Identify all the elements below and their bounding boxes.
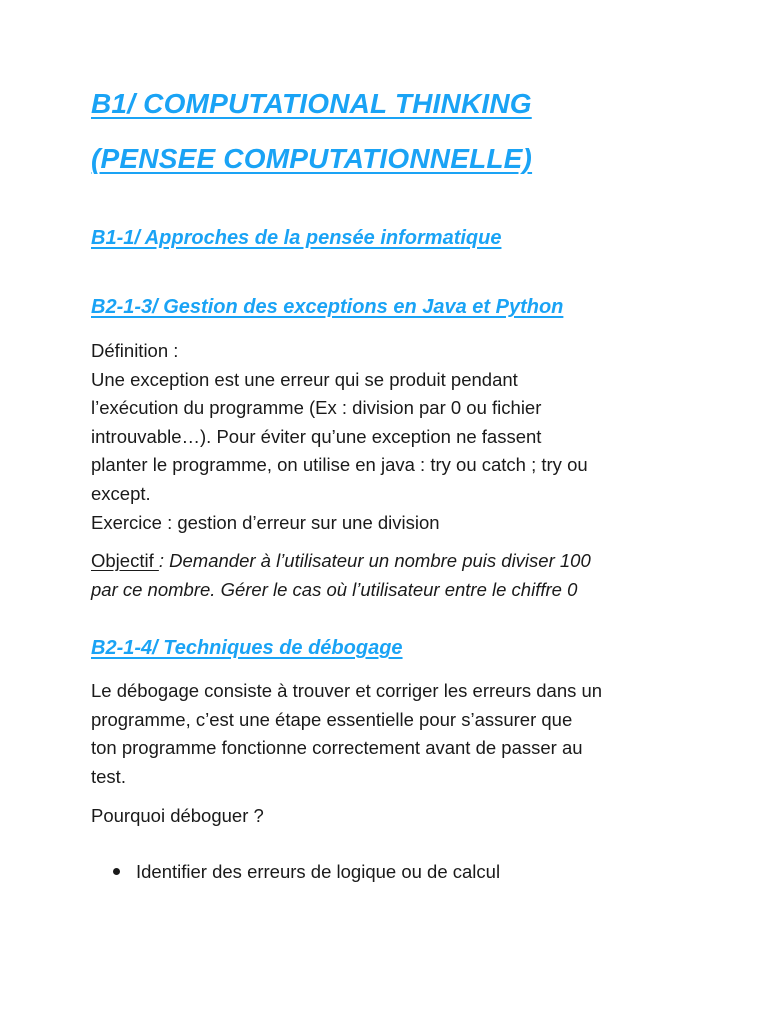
section-b2-1-4-heading: B2-1-4/ Techniques de débogage: [91, 637, 403, 659]
objective-label: Objectif: [91, 550, 159, 571]
bullet-icon: [113, 868, 120, 875]
objective-text-1: Demander à l’utilisateur un nombre puis diviser 100: [164, 550, 591, 571]
objective-colon: :: [158, 550, 164, 571]
paragraph-line: l’exécution du programme (Ex : division par 0 ou fichier: [91, 397, 542, 419]
document-title-line2: (PENSEE COMPUTATIONNELLE): [91, 143, 533, 174]
paragraph-line: programme, c’est une étape essentielle pour s’assurer que: [91, 708, 573, 730]
exceptions-paragraph: [91, 337, 691, 537]
debugging-paragraph: [91, 677, 691, 791]
debugging-question: [91, 802, 691, 831]
section-b2-1-3-heading: B2-1-3/ Gestion des exceptions en Java et Python: [91, 296, 564, 318]
paragraph-line: Une exception est une erreur qui se produit pendant: [91, 368, 518, 390]
paragraph-line: introuvable…). Pour éviter qu’une exception ne fassent: [91, 425, 542, 447]
document-title-line1: B1/ COMPUTATIONAL THINKING: [91, 88, 532, 119]
question-text: Pourquoi déboguer ?: [91, 805, 264, 826]
list-item-text: Identifier des erreurs de logique ou de calcul: [136, 861, 501, 882]
paragraph-line: Le débogage consiste à trouver et corriger les erreurs dans un: [91, 680, 603, 701]
objective-text-2: par ce nombre. Gérer le cas où l’utilisateur entre le chiffre 0: [91, 578, 578, 600]
objective-line-1: [91, 547, 691, 576]
paragraph-line: planter le programme, on utilise en java : try ou catch ; try ou: [91, 454, 588, 476]
paragraph-line: ton programme fonctionne correctement avant de passer au: [91, 737, 583, 759]
paragraph-line: Définition :: [91, 340, 179, 361]
objective-line-2: [91, 576, 691, 605]
list-item: [113, 858, 500, 886]
paragraph-line: test.: [91, 765, 126, 787]
section-b1-1-heading: B1-1/ Approches de la pensée informatique: [91, 227, 502, 249]
paragraph-line: except.: [91, 482, 151, 504]
paragraph-line: Exercice : gestion d’erreur sur une division: [91, 511, 440, 533]
objective-paragraph: [91, 547, 691, 604]
